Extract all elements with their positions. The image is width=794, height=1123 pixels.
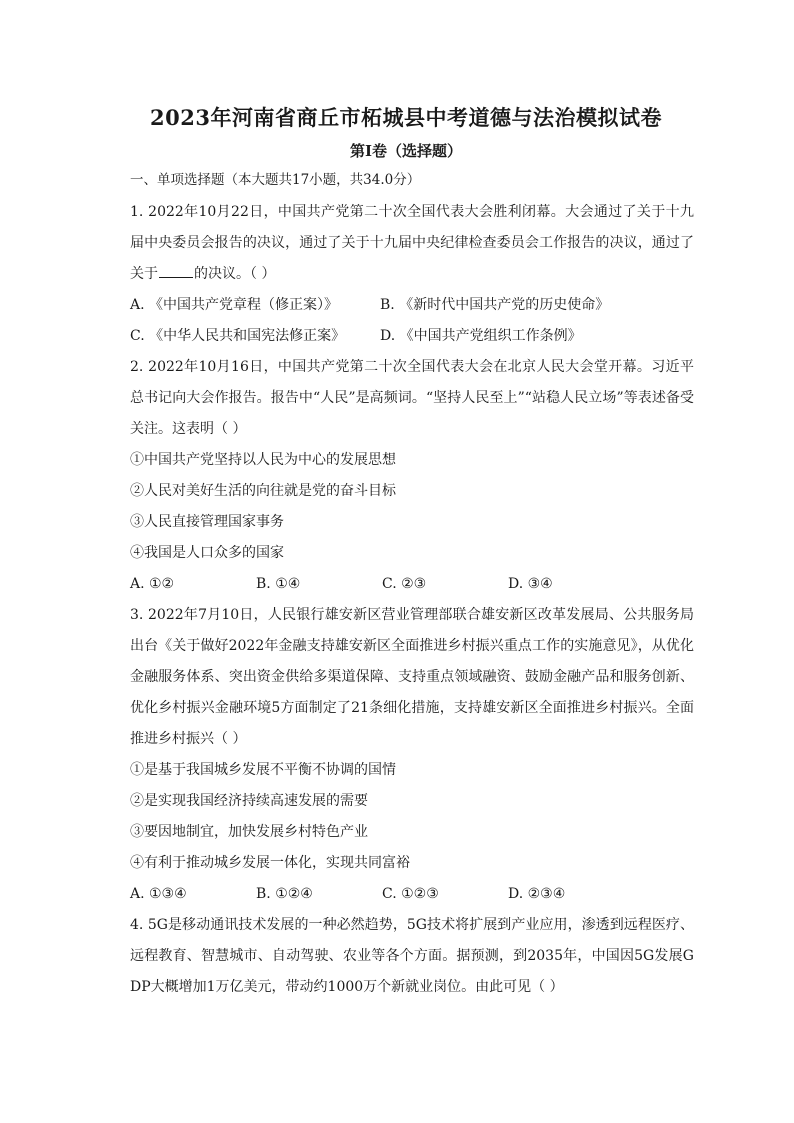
- option-b[interactable]: B. ①②④: [256, 886, 313, 902]
- question-2-stem: 2. 2022年10月16日，中国共产党第二十次全国代表大会在北京人民大会堂开幕。习近平总书记向大会作报告。报告中“人民”是高频词。“坚持人民至上”“站稳人民立场”等表述备受关注。这表明（ ）: [130, 359, 694, 437]
- question-1: [130, 197, 694, 352]
- statement-4: ④我国是人口众多的国家: [130, 545, 284, 561]
- question-1-options-row-2: [130, 321, 694, 352]
- option-d[interactable]: D. 《中国共产党组织工作条例》: [380, 328, 582, 344]
- question-4-stem: 4. 5G是移动通讯技术发展的一种必然趋势，5G技术将扩展到产业应用，渗透到远程医疗、远程教育、智慧城市、自动驾驶、农业等各个方面。据预测，到2035年，中国因5G发展GDP大概增加1万亿美元，带动约1000万个新就业岗位。由此可见（ ）: [130, 917, 694, 995]
- statement-2: ②是实现我国经济持续高速发展的需要: [130, 793, 368, 809]
- question-3-options: [130, 879, 694, 910]
- statement-3: ③要因地制宜，加快发展乡村特色产业: [130, 824, 368, 840]
- option-c[interactable]: C. ①②③: [382, 886, 439, 902]
- section-heading: [130, 169, 694, 191]
- option-d[interactable]: D. ③④: [508, 576, 553, 592]
- question-1-stem-before: 1. 2022年10月22日，中国共产党第二十次全国代表大会胜利闭幕。大会通过了关于十九届中央委员会报告的决议，通过了关于十九届中央纪律检查委员会工作报告的决议，通过了关于: [130, 204, 694, 282]
- question-1-stem-after: 的决议。（ ）: [194, 266, 276, 282]
- statement-3: ③人民直接管理国家事务: [130, 514, 284, 530]
- option-b[interactable]: B. ①④: [256, 576, 301, 592]
- option-d[interactable]: D. ②③④: [508, 886, 566, 902]
- statement-1: ①是基于我国城乡发展不平衡不协调的国情: [130, 762, 396, 778]
- option-b[interactable]: B. 《新时代中国共产党的历史使命》: [380, 297, 610, 313]
- option-c[interactable]: C. 《中华人民共和国宪法修正案》: [130, 328, 346, 344]
- option-a[interactable]: A. 《中国共产党章程（修正案）》: [130, 297, 339, 313]
- option-c[interactable]: C. ②③: [382, 576, 427, 592]
- exam-title: 2023年河南省商丘市柘城县中考道德与法治模拟试卷: [150, 105, 662, 130]
- part-title: 第I卷（选择题）: [349, 142, 463, 160]
- question-2: [130, 352, 694, 600]
- statement-4: ④有利于推动城乡发展一体化，实现共同富裕: [130, 855, 410, 871]
- statement-2: ②人民对美好生活的向往就是党的奋斗目标: [130, 483, 396, 499]
- question-1-stem: [130, 197, 694, 290]
- option-a[interactable]: A. ①③④: [130, 886, 187, 902]
- fill-blank: [159, 263, 193, 278]
- section-label: 一、单项选择题（本大题共17小题，共34.0分）: [130, 172, 421, 188]
- statement-1: ①中国共产党坚持以人民为中心的发展思想: [130, 452, 396, 468]
- question-2-options: [130, 569, 694, 600]
- question-1-options-row-1: [130, 290, 694, 321]
- question-3: [130, 600, 694, 910]
- option-a[interactable]: A. ①②: [130, 576, 175, 592]
- question-3-stem: 3. 2022年7月10日，人民银行雄安新区营业管理部联合雄安新区改革发展局、公共服务局出台《关于做好2022年金融支持雄安新区全面推进乡村振兴重点工作的实施意见》，从优化金融服务体系、突出资金供给多渠道保障、支持重点领域融资、鼓励金融产品和服务创新、优化乡村振兴金融环境5方面制定了21条细化措施，支持雄安新区全面推进乡村振兴。全面推进乡村振兴（ ）: [130, 607, 694, 747]
- question-4: [130, 910, 694, 1003]
